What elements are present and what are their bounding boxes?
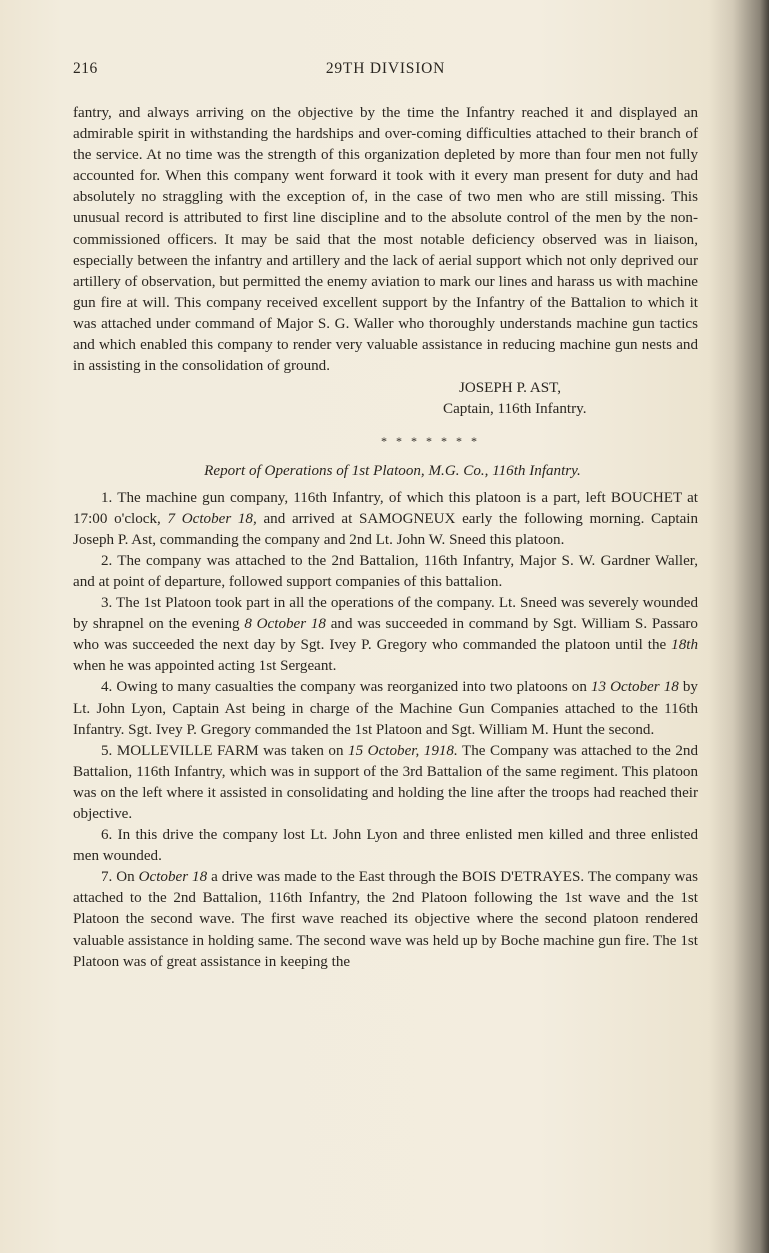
report-title: Report of Operations of 1st Platoon, M.G. Co., 116th Infantry.	[204, 462, 581, 479]
date: 15 October, 1918.	[348, 742, 458, 759]
page-body	[73, 103, 698, 973]
date: 8 October 18	[244, 616, 326, 633]
intro-paragraph: fantry, and always arriving on the objective by the time the Infantry reached it and displayed an admirable spirit in withstanding the hardships and over-coming difficulties attached to their branch of the service. At no time was the strength of this organization depleted by more than four men not fully accounted for. When this company went forward it took with it every man present for duty and had absolutely no straggling with the exception of, in the case of two men who are still missing. This unusual record is attributed to first line discipline and to the absolute control of the men by the non-commissioned officers. It may be said that the most notable deficiency observed was in liaison, especially between the infantry and artillery and the lack of aerial support which not only deprived our artillery of observation, but permitted the enemy aviation to mark our lines and harass us with machine gun fire at will. This company received excellent support by the Infantry of the Battalion to which it was attached under command of Major S. G. Waller who thoroughly understands machine gun tactics and which enabled this company to render very valuable assistance in reducing machine gun nests and in assisting in the consolidation of ground.	[73, 105, 698, 375]
date: 7 October 18,	[167, 510, 257, 527]
report-paragraphs	[73, 488, 698, 973]
date: 18th	[671, 637, 698, 654]
report-paragraph-4: 4. Owing to many casualties the company was reorganized into two platoons on 13 October 18 by Lt. John Lyon, Captain Ast being in charge of the Machine Gun Companies attached to the 116th Infantry. Sgt. Ivey P. Gregory commanded the 1st Platoon and Sgt. William M. Hunt the second.	[73, 679, 698, 738]
binding-shadow	[709, 0, 769, 1253]
signature-name: JOSEPH P. AST,	[459, 380, 562, 397]
report-paragraph-5: 5. MOLLEVILLE FARM was taken on 15 October, 1918. The Company was attached to the 2nd Battalion, 116th Infantry, which was in support of the 3rd Battalion of the same regiment. This platoon was on the left where it assisted in consolidating and holding the line after the troops had reached their objective.	[73, 742, 698, 822]
report-paragraph-3: 3. The 1st Platoon took part in all the operations of the company. Lt. Sneed was severely wounded by shrapnel on the evening 8 October 18 and was succeeded in command by Sgt. William S. Passaro who was succeeded the next day by Sgt. Ivey P. Gregory who commanded the platoon until the 18th when he was appointed acting 1st Sergeant.	[73, 595, 698, 675]
report-paragraph-7: 7. On October 18 a drive was made to the East through the BOIS D'ETRAYES. The company was attached to the 2nd Battalion, 116th Infantry, the 2nd Platoon following the 1st wave and the 1st Platoon the second wave. The first wave reached its objective where the second platoon rendered valuable assistance in holding same. The second wave was held up by Boche machine gun fire. The 1st Platoon was of great assistance in keeping the	[73, 869, 698, 970]
page-number: 216	[73, 60, 98, 77]
date: 13 October 18	[590, 679, 679, 696]
section-separator: * * * * * * *	[381, 434, 480, 449]
report-paragraph-2: 2. The company was attached to the 2nd Battalion, 116th Infantry, Major S. W. Gardner Waller, and at point of departure, followed support companies of this battalion.	[73, 552, 698, 590]
running-head: 29TH DIVISION	[325, 60, 446, 77]
page-header	[73, 60, 698, 84]
signature-title: Captain, 116th Infantry.	[443, 401, 587, 418]
report-paragraph-6: 6. In this drive the company lost Lt. John Lyon and three enlisted men killed and three enlisted men wounded.	[73, 827, 698, 865]
date: October 18	[138, 869, 208, 886]
signature-block	[73, 378, 698, 420]
report-paragraph-1: 1. The machine gun company, 116th Infantry, of which this platoon is a part, left BOUCHET at 17:00 o'clock, 7 October 18, and arrived at SAMOGNEUX early the following morning. Captain Joseph P. Ast, commanding the company and 2nd Lt. John W. Sneed this platoon.	[73, 489, 699, 548]
